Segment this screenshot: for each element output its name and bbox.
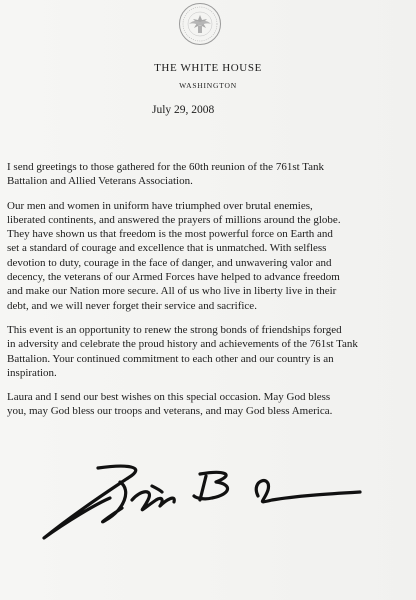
body-line: in adversity and celebrate the proud history and achievements of the 761st Tank [7, 338, 358, 351]
letterhead-organization: THE WHITE HOUSE [154, 62, 262, 74]
body-line: debt, and we will never forget their service and sacrifice. [7, 299, 257, 312]
body-line: Battalion and Allied Veterans Association. [7, 175, 193, 188]
body-line: This event is an opportunity to renew the strong bonds of friendships forged [7, 323, 342, 336]
body-line: liberated continents, and answered the prayers of millions around the globe. [7, 213, 341, 226]
body-line: I send greetings to those gathered for the 60th reunion of the 761st Tank [7, 161, 325, 173]
letterhead-city: WASHINGTON [179, 81, 237, 90]
body-line: inspiration. [7, 366, 57, 379]
body-line: decency, the veterans of our Armed Forces have helped to advance freedom [7, 271, 340, 284]
handwritten-signature-icon [36, 460, 366, 550]
paragraph-greeting [7, 160, 411, 189]
body-line: and make our Nation more secure. All of us who live in liberty live in their [7, 285, 337, 298]
paragraph-closing [7, 390, 411, 419]
body-line: They have shown us that freedom is the most powerful force on Earth and [7, 228, 333, 241]
body-line: devotion to duty, courage in the face of danger, and unwavering valor and [7, 256, 332, 269]
paragraph-tribute [7, 199, 411, 313]
presidential-seal-icon [178, 2, 222, 46]
letter-body [7, 160, 411, 429]
body-line: Battalion. Your continued commitment to each other and our country is an [7, 352, 334, 365]
body-line: Laura and I send our best wishes on this special occasion. May God bless [7, 391, 331, 404]
body-line: Our men and women in uniform have triumphed over brutal enemies, [7, 199, 313, 212]
paragraph-event [7, 323, 411, 380]
letter-date: July 29, 2008 [152, 104, 215, 116]
body-line: you, may God bless our troops and veterans, and may God bless America. [7, 405, 333, 418]
body-line: set a standard of courage and excellence that is unmatched. With selfless [7, 242, 327, 255]
